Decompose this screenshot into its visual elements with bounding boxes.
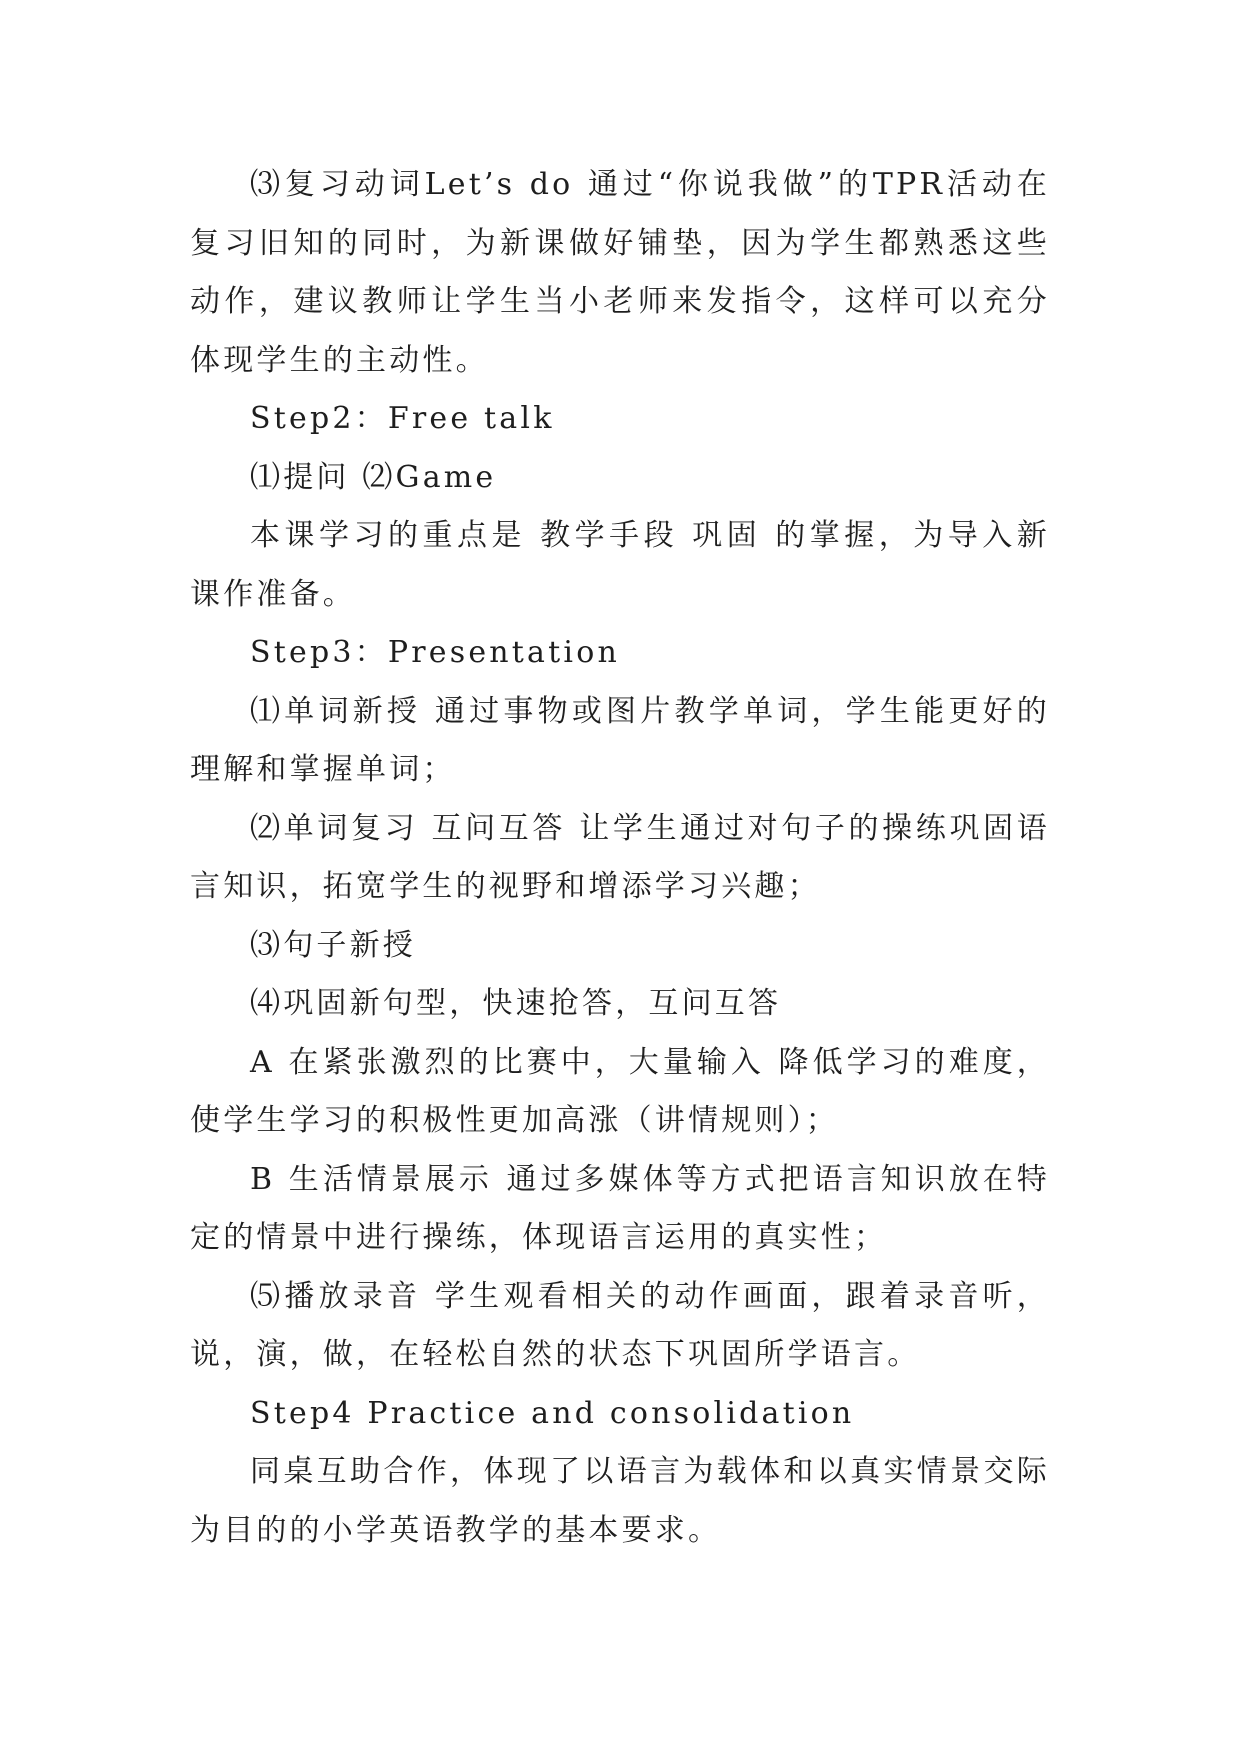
paragraph-word-review: ⑵单词复习 互问互答 让学生通过对句子的操练巩固语言知识，拓宽学生的视野和增添学习兴趣；	[190, 810, 1050, 904]
paragraph-item-b: B 生活情景展示 通过多媒体等方式把语言知识放在特定的情景中进行操练，体现语言运用的真实性；	[190, 1161, 1050, 1255]
paragraph-consolidate-sentences: ⑷巩固新句型，快速抢答，互问互答	[250, 986, 782, 1021]
paragraph-new-words: ⑴单词新授 通过事物或图片教学单词，学生能更好的理解和掌握单词；	[190, 693, 1050, 787]
paragraph-lesson-focus: 本课学习的重点是 教学手段 巩固 的掌握，为导入新课作准备。	[190, 518, 1050, 612]
paragraph-question-game: ⑴提问 ⑵Game	[250, 459, 497, 495]
paragraph-new-sentences: ⑶句子新授	[250, 927, 416, 963]
document-body	[190, 156, 1050, 1560]
paragraph-pair-work: 同桌互助合作，体现了以语言为载体和以真实情景交际为目的的小学英语教学的基本要求。	[190, 1454, 1050, 1548]
paragraph-play-recording: ⑸播放录音 学生观看相关的动作画面，跟着录音听，说，演，做，在轻松自然的状态下巩固所学语言。	[190, 1278, 1050, 1372]
heading-step2-free-talk: Step2：Free talk	[250, 401, 555, 436]
paragraph-review-verbs: ⑶复习动词Let’s do 通过“你说我做”的TPR活动在复习旧知的同时，为新课做好铺垫，因为学生都熟悉这些动作，建议教师让学生当小老师来发指令，这样可以充分体现学生的主动性。	[190, 167, 1050, 378]
paragraph-item-a: A 在紧张激烈的比赛中，大量输入 降低学习的难度，使学生学习的积极性更加高涨（讲情规则）；	[190, 1044, 1050, 1138]
heading-step4-practice: Step4 Practice and consolidation	[250, 1395, 855, 1431]
heading-step3-presentation: Step3：Presentation	[250, 635, 620, 670]
